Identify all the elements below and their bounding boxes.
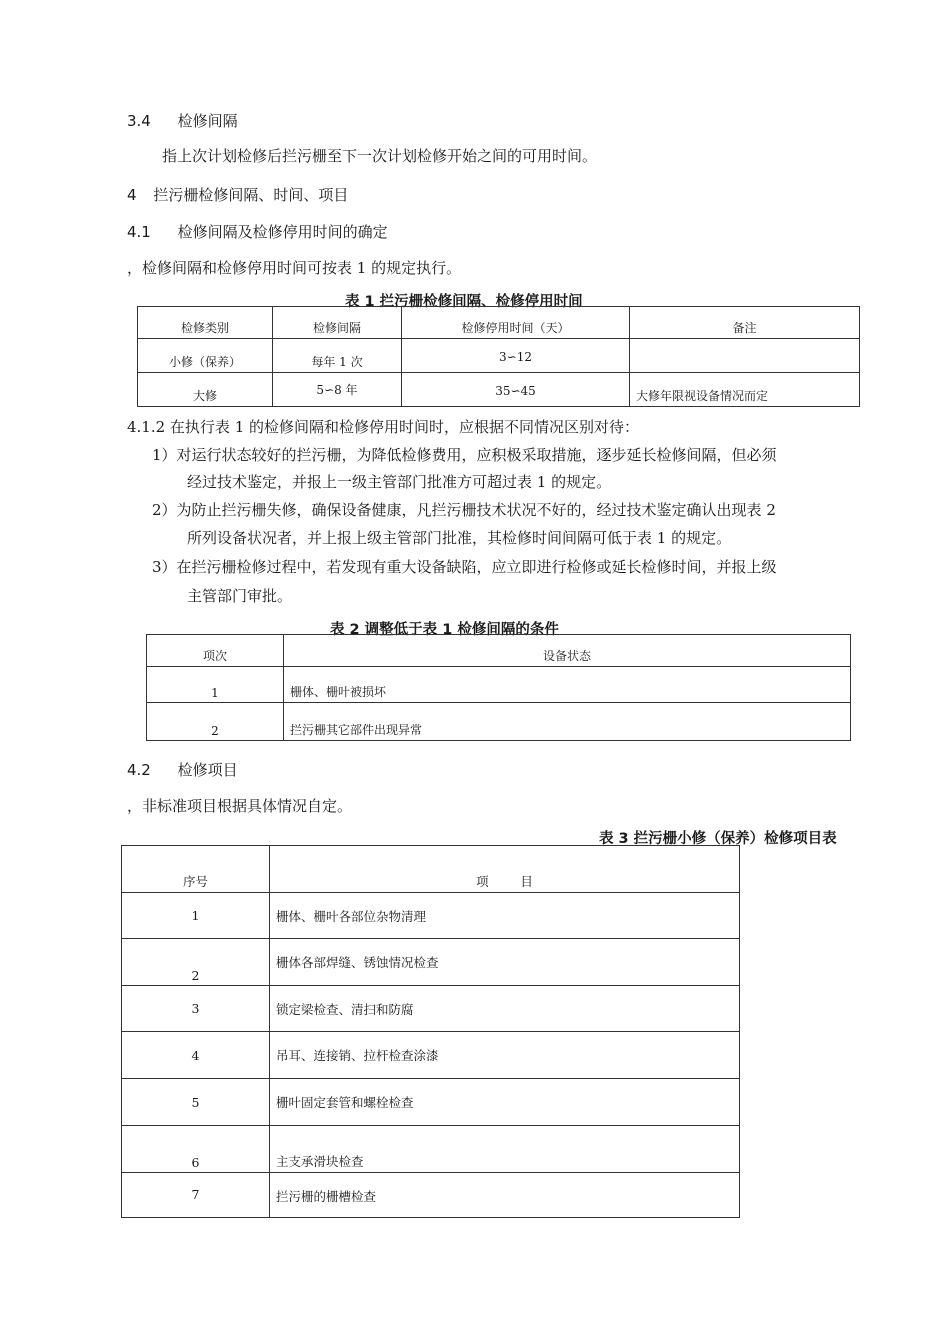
section-3-4-heading bbox=[127, 110, 238, 131]
table-cell: 主支承滑块检查 bbox=[270, 1126, 740, 1173]
table-header-cell: 设备状态 bbox=[284, 635, 851, 667]
paragraph: ，检修间隔和检修停用时间可按表 1 的规定执行。 bbox=[127, 259, 462, 277]
list-item-3-line-1: 3）在拦污栅检修过程中，若发现有重大设备缺陷，应立即进行检修或延长检修时间，并报上级 bbox=[152, 558, 777, 576]
table-3-caption: 表 3 拦污栅小修（保养）检修项目表 bbox=[599, 831, 837, 847]
table-row bbox=[147, 667, 851, 703]
table-row bbox=[138, 373, 860, 407]
section-number: 4.2 bbox=[127, 761, 151, 779]
table-row bbox=[122, 1173, 740, 1218]
table-cell: 吊耳、连接销、拉杆检查涂漆 bbox=[270, 1032, 740, 1079]
list-item-2-line-1: 2）为防止拦污栅失修，确保设备健康，凡拦污栅技术状况不好的，经过技术鉴定确认出现表 2 bbox=[152, 501, 776, 519]
table-header-cell: 检修间隔 bbox=[273, 307, 402, 339]
table-cell: 5∽8 年 bbox=[273, 373, 402, 407]
section-number: 4.1 bbox=[127, 223, 151, 241]
section-4-heading bbox=[127, 184, 348, 205]
table-row bbox=[122, 893, 740, 939]
table-cell: 1 bbox=[147, 667, 284, 703]
table-cell: 3∽12 bbox=[402, 339, 630, 373]
paragraph: ，非标准项目根据具体情况自定。 bbox=[127, 797, 353, 815]
table-cell: 小修（保养） bbox=[138, 339, 273, 373]
table-header-cell: 检修停用时间（天） bbox=[402, 307, 630, 339]
list-item-3-line-2: 主管部门审批。 bbox=[187, 587, 293, 605]
table-header-cell: 项 目 bbox=[270, 846, 740, 893]
table-header-cell: 备注 bbox=[630, 307, 860, 339]
section-title: 检修间隔 bbox=[177, 112, 238, 130]
table-row bbox=[122, 1032, 740, 1079]
list-item-1-line-1: 1）对运行状态较好的拦污栅，为降低检修费用，应积极采取措施，逐步延长检修间隔，但必须 bbox=[152, 446, 777, 464]
table-cell bbox=[630, 339, 860, 373]
paragraph: 指上次计划检修后拦污栅至下一次计划检修开始之间的可用时间。 bbox=[162, 147, 598, 165]
table-1 bbox=[137, 306, 860, 407]
section-4-2-heading bbox=[127, 759, 238, 780]
table-cell: 栅体、栅叶被损坏 bbox=[284, 667, 851, 703]
section-title: 拦污栅检修间隔、时间、项目 bbox=[153, 186, 349, 204]
table-cell: 大修年限视设备情况而定 bbox=[630, 373, 860, 407]
table-cell: 7 bbox=[122, 1173, 270, 1218]
table-cell: 2 bbox=[147, 703, 284, 741]
table-cell: 栅叶固定套管和螺栓检查 bbox=[270, 1079, 740, 1126]
table-cell: 6 bbox=[122, 1126, 270, 1173]
table-cell: 每年 1 次 bbox=[273, 339, 402, 373]
table-cell: 栅体、栅叶各部位杂物清理 bbox=[270, 893, 740, 939]
table-header-row bbox=[138, 307, 860, 339]
table-1-caption: 表 1 拦污栅检修间隔、检修停用时间 bbox=[345, 294, 583, 310]
paragraph-4-1-2: 4.1.2 在执行表 1 的检修间隔和检修停用时间时，应根据不同情况区别对待： bbox=[127, 418, 640, 436]
table-cell: 拦污栅的栅槽检查 bbox=[270, 1173, 740, 1218]
section-number: 4 bbox=[127, 186, 137, 204]
table-cell: 3 bbox=[122, 986, 270, 1032]
table-2 bbox=[146, 634, 851, 741]
section-number: 3.4 bbox=[127, 112, 151, 130]
table-cell: 锁定梁检查、清扫和防腐 bbox=[270, 986, 740, 1032]
table-cell: 35∽45 bbox=[402, 373, 630, 407]
list-item-1-line-2: 经过技术鉴定，并报上一级主管部门批准方可超过表 1 的规定。 bbox=[187, 473, 612, 491]
table-row bbox=[122, 1079, 740, 1126]
table-3 bbox=[121, 845, 740, 1218]
section-4-1-heading bbox=[127, 221, 388, 242]
table-2-caption: 表 2 调整低于表 1 检修间隔的条件 bbox=[330, 622, 559, 638]
table-header-cell: 序号 bbox=[122, 846, 270, 893]
section-title: 检修间隔及检修停用时间的确定 bbox=[177, 223, 388, 241]
table-header-row bbox=[122, 846, 740, 893]
table-cell: 1 bbox=[122, 893, 270, 939]
table-cell: 2 bbox=[122, 939, 270, 986]
table-cell: 5 bbox=[122, 1079, 270, 1126]
list-item-2-line-2: 所列设备状况者，并上报上级主管部门批准，其检修时间间隔可低于表 1 的规定。 bbox=[187, 529, 732, 547]
table-header-row bbox=[147, 635, 851, 667]
table-row bbox=[138, 339, 860, 373]
table-row bbox=[122, 1126, 740, 1173]
table-row bbox=[122, 986, 740, 1032]
table-cell: 大修 bbox=[138, 373, 273, 407]
table-cell: 4 bbox=[122, 1032, 270, 1079]
table-cell: 拦污栅其它部件出现异常 bbox=[284, 703, 851, 741]
table-header-cell: 项次 bbox=[147, 635, 284, 667]
table-row bbox=[122, 939, 740, 986]
table-row bbox=[147, 703, 851, 741]
section-title: 检修项目 bbox=[177, 761, 238, 779]
table-cell: 栅体各部焊缝、锈蚀情况检查 bbox=[270, 939, 740, 986]
table-header-cell: 检修类别 bbox=[138, 307, 273, 339]
